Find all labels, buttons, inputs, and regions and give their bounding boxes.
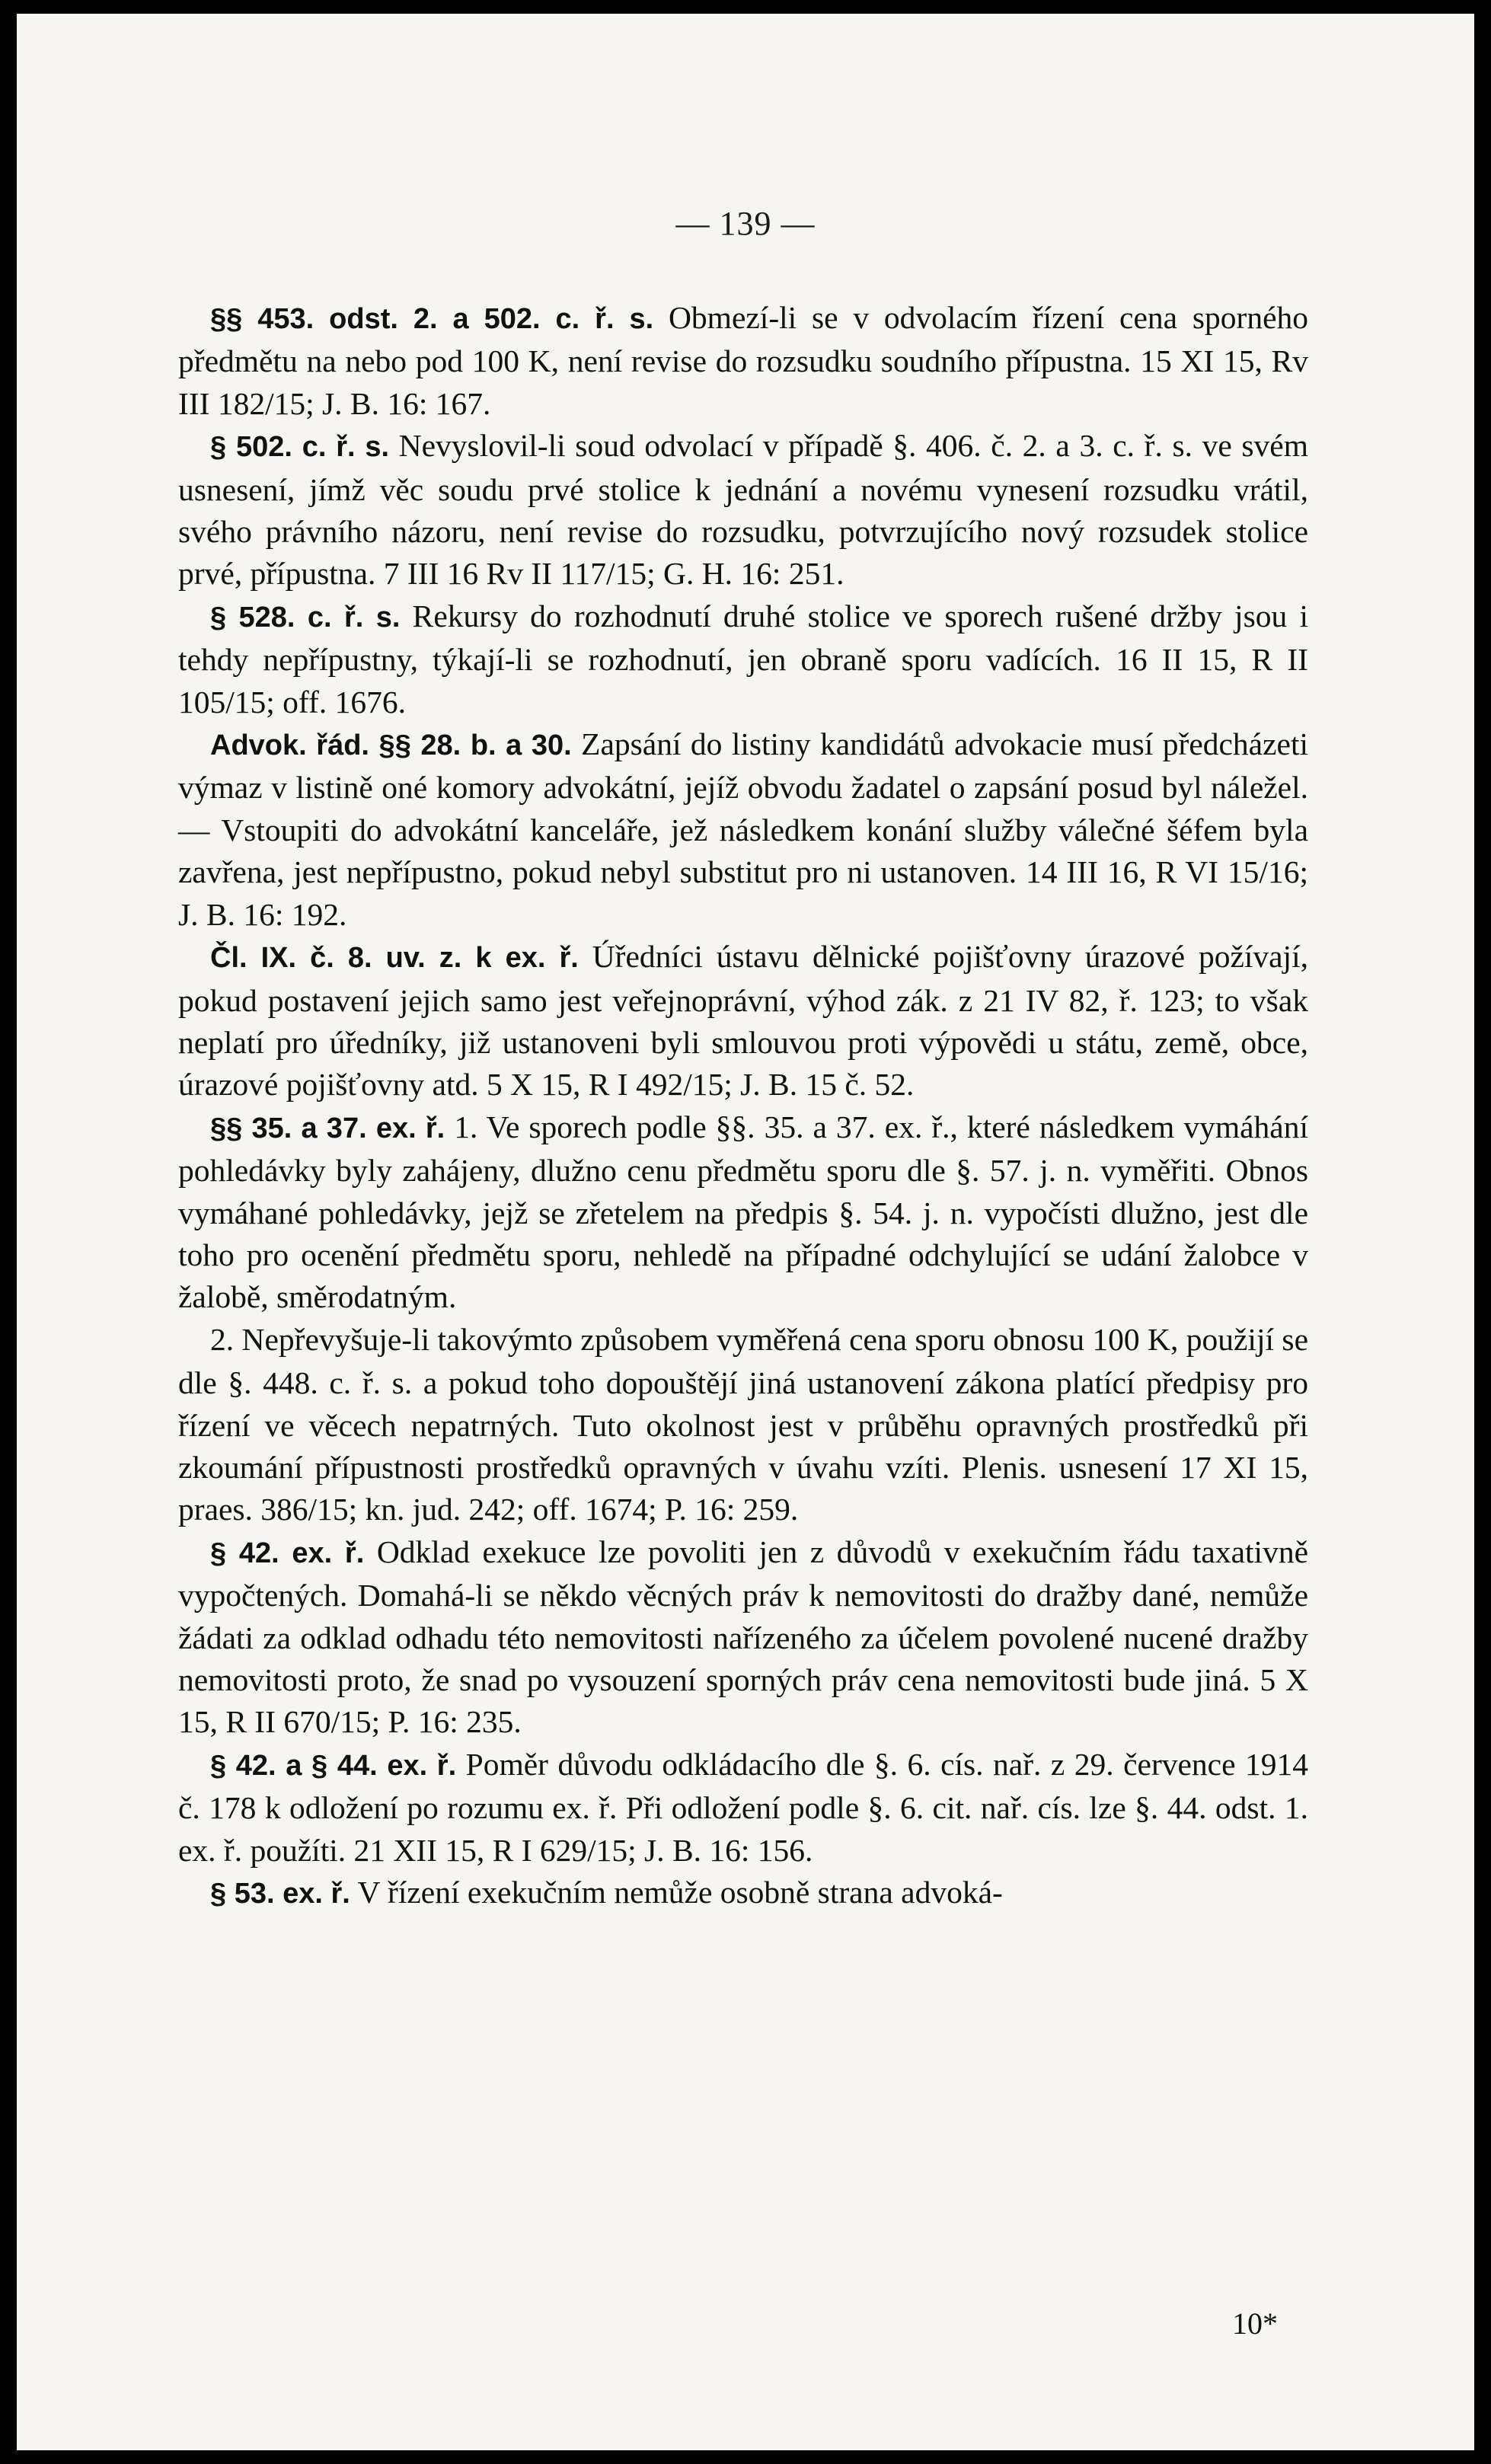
paragraph-text: Obmezí-li se v odvolacím řízení cena sporného předmětu na nebo pod 100 K, není revise do rozsudku soudního přípustna. 15 XI 15, Rv III 182/15; J. B. 16: 167. [178,300,1308,421]
page-number: — 139 — [675,205,816,242]
paragraph-lead: § 528. c. ř. s. [210,601,401,634]
paragraph-text: V řízení exekučním nemůže osobně strana advoká- [350,1875,1003,1910]
paragraph-lead: §§ 35. a 37. ex. ř. [210,1112,445,1144]
paragraph-lead: Advok. řád. §§ 28. b. a 30. [210,729,572,762]
paragraph-text: Zapsání do listiny kandidátů advokacie musí předcházeti výmaz v listině oné komory advokátní, jejíž obvodu žadatel o zapsání posud byl náležel. — Vstoupiti do advokátní kanceláře, jež následkem konání služby válečné šéfem byla zavřena, jest nepřípustno, pokud nebyl substitut pro ni ustanoven. 14 III 16, R VI 15/16; J. B. 16: 192. [178,726,1308,932]
paragraph [178,1106,1308,1319]
paragraph [178,723,1308,936]
paragraph [178,936,1308,1106]
paragraph [178,1319,1308,1531]
paragraph-lead: § 502. c. ř. s. [210,431,390,464]
paragraph-lead: § 53. ex. ř. [210,1878,350,1910]
paragraph [178,1531,1308,1744]
paragraph-text: Odklad exekuce lze povoliti jen z důvodů v exekučním řádu taxativně vypočtených. Domahá-li se někdo věcných práv k nemovitosti do dražby dané, nemůže žádati za odklad odhadu této nemovitosti nařízeného za účelem povolené nucené dražby nemovitosti proto, že snad po vysouzení sporných práv cena nemovitosti bude jiná. 5 X 15, R II 670/15; P. 16: 235. [178,1534,1308,1740]
paragraph [178,425,1308,595]
paragraph-text: Úředníci ústavu dělnické pojišťovny úrazové požívají, pokud postavení jejich samo jest veřejnoprávní, výhod zák. z 21 IV 82, ř. 123; to však neplatí pro úředníky, již ustanoveni byli smlouvou proti výpovědi u státu, země, obce, úrazové pojišťovny atd. 5 X 15, R I 492/15; J. B. 15 č. 52. [178,939,1308,1103]
paragraph-lead: § 42. ex. ř. [210,1537,365,1569]
paragraph [178,1744,1308,1872]
paragraph [178,1872,1308,1915]
paragraph [178,297,1308,425]
signature-mark: 10* [1232,2306,1278,2341]
paragraph-text: Nevyslovil-li soud odvolací v případě §. 406. č. 2. a 3. c. ř. s. ve svém usnesení, jímž věc soudu prvé stolice k jednání a novému vynesení rozsudku vrátil, svého právního názoru, není revise do rozsudku, potvrzujícího nový rozsudek stolice prvé, přípustna. 7 III 16 Rv II 117/15; G. H. 16: 251. [178,428,1308,592]
body-text [178,297,1308,1915]
document-page [17,14,1474,2450]
paragraph-lead: §§ 453. odst. 2. a 502. c. ř. s. [210,303,654,335]
paragraph-text: Poměr důvodu odkládacího dle §. 6. cís. nař. z 29. července 1914 č. 178 k odložení po rozumu ex. ř. Při odložení podle §. 6. cit. nař. cís. lze §. 44. odst. 1. ex. ř. použíti. 21 XII 15, R I 629/15; J. B. 16: 156. [178,1746,1308,1868]
paragraph-lead: Čl. IX. č. 8. uv. z. k ex. ř. [210,942,579,975]
paragraph [178,595,1308,723]
paragraph-lead: § 42. a § 44. ex. ř. [210,1749,457,1782]
paragraph-text: Rekursy do rozhodnutí druhé stolice ve sporech rušené držby jsou i tehdy nepřípustny, týkají-li se rozhodnutí, jen obraně sporu vadících. 16 II 15, R II 105/15; off. 1676. [178,598,1308,720]
paragraph-text: 2. Nepřevyšuje-li takovýmto způsobem vyměřená cena sporu obnosu 100 K, použijí se dle §. 448. c. ř. s. a pokud toho dopouštějí jiná ustanovení zákona platící předpisy pro řízení ve věcech nepatrných. Tuto okolnost jest v průběhu opravných prostředků při zkoumání přípustnosti prostředků opravných v úvahu vzíti. Plenis. usnesení 17 XI 15, praes. 386/15; kn. jud. 242; off. 1674; P. 16: 259. [178,1321,1308,1527]
paragraph-text: 1. Ve sporech podle §§. 35. a 37. ex. ř., které následkem vymáhání pohledávky byly zahájeny, dlužno cenu předmětu sporu dle §. 57. j. n. vyměřiti. Obnos vymáhané pohledávky, jejž se zřetelem na předpis §. 54. j. n. vypočísti dlužno, jest dle toho pro ocenění předmětu sporu, nehledě na případné odchylující se udání žalobce v žalobě, směrodatným. [178,1109,1308,1315]
